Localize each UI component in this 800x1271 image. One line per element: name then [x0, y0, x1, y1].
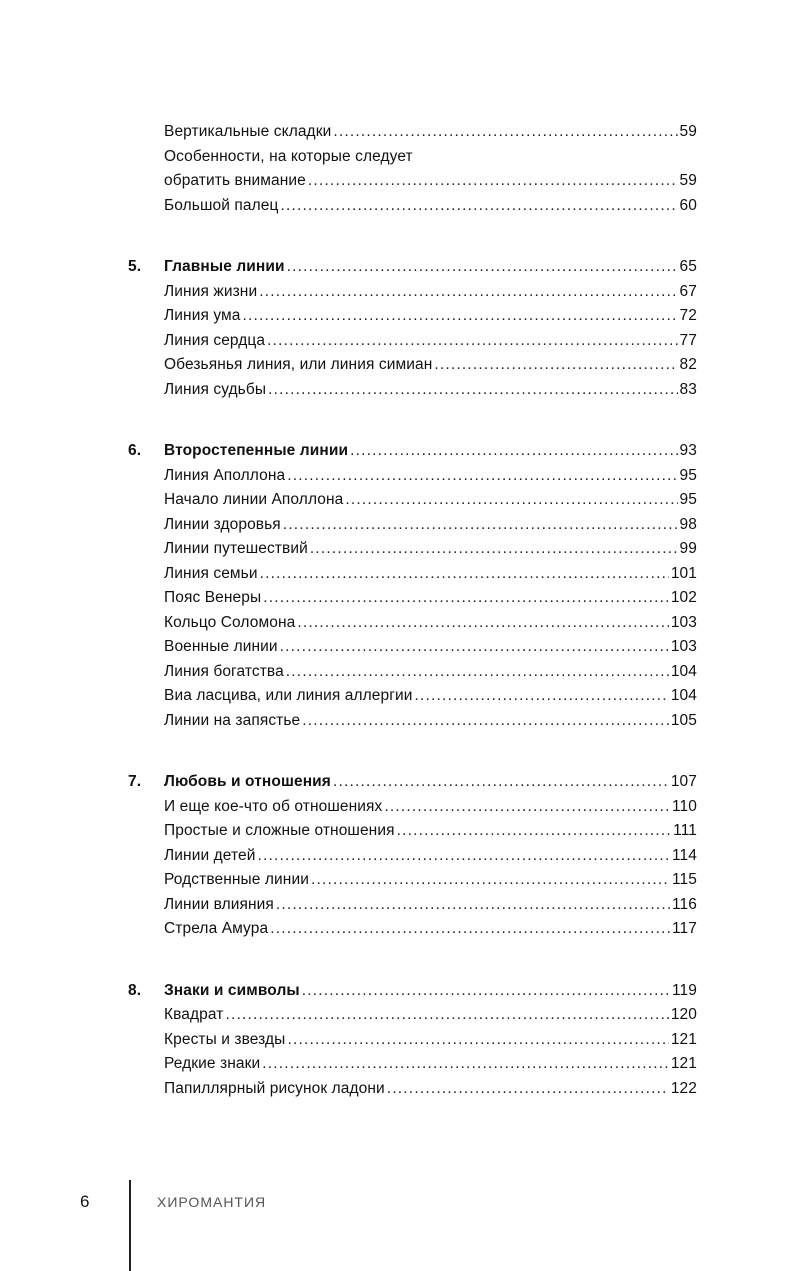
- toc-entry-title: Линия ума: [164, 307, 241, 324]
- toc-entry: [128, 488, 697, 513]
- chapter-page: 107: [670, 773, 697, 790]
- toc-entry-page: 121: [670, 1030, 697, 1048]
- toc-entry-page: 60: [679, 196, 697, 214]
- dot-leader: [311, 868, 670, 893]
- toc-entry-page: 101: [670, 564, 697, 582]
- toc-entry-title: обратить внимание: [164, 172, 306, 189]
- section-gap: [128, 733, 697, 770]
- chapter-number: 7.: [128, 773, 142, 790]
- toc-entry-title: Большой палец: [164, 196, 279, 214]
- dot-leader: [268, 378, 677, 403]
- dot-leader: [257, 844, 670, 869]
- toc-entry-page: 67: [679, 282, 697, 300]
- dot-leader: [333, 120, 677, 145]
- toc-entry: [128, 709, 697, 734]
- toc-entry-page: 104: [670, 662, 697, 680]
- toc-entry-page: 82: [679, 356, 697, 373]
- dot-leader: [434, 353, 677, 378]
- toc-entry: [128, 635, 697, 660]
- dot-leader: [267, 329, 677, 354]
- toc-entry-title: Особенности, на которые следует: [164, 147, 413, 165]
- chapter-number: 5.: [128, 258, 142, 275]
- toc-entry-page: 59: [679, 172, 697, 189]
- toc-entry-title: Линия судьбы: [164, 380, 267, 398]
- toc-entry: [128, 1028, 697, 1053]
- toc-entry: [128, 537, 697, 562]
- toc-entry-title: Квадрат: [164, 1006, 224, 1023]
- toc-entry-page: 120: [670, 1006, 697, 1023]
- toc-entry-title: Кольцо Соломона: [164, 613, 296, 631]
- toc-entry-title: Обезьянья линия, или линия симиан: [164, 356, 433, 373]
- toc-chapter: [128, 255, 697, 280]
- dot-leader: [333, 770, 669, 795]
- toc-entry: [128, 660, 697, 685]
- page-number: 6: [80, 1192, 90, 1211]
- chapter-page: 93: [679, 442, 697, 459]
- dot-leader: [260, 562, 669, 587]
- toc-entry-page: 114: [671, 846, 697, 864]
- section-gap: [128, 942, 697, 979]
- toc-chapter: [128, 439, 697, 464]
- toc-entry-title: Линия сердца: [164, 331, 266, 349]
- dot-leader: [280, 194, 677, 219]
- dot-leader: [280, 635, 669, 660]
- dot-leader: [262, 1052, 669, 1077]
- toc-entry-title: Пояс Венеры: [164, 589, 262, 606]
- toc-entry-page: 110: [671, 797, 697, 815]
- toc-entry-page: 77: [679, 331, 697, 349]
- toc-entry: [128, 917, 697, 942]
- chapter-title: Второстепенные линии: [164, 442, 349, 459]
- dot-leader: [283, 513, 678, 538]
- dot-leader: [287, 255, 678, 280]
- toc-entry: [128, 795, 697, 820]
- toc-entry-title: Линия жизни: [164, 282, 258, 300]
- toc-chapter: [128, 770, 697, 795]
- dot-leader: [297, 611, 669, 636]
- toc-entry-title: Линии здоровья: [164, 515, 281, 533]
- toc-entry: [128, 1052, 697, 1077]
- toc-entry-title: Стрела Амура: [164, 920, 269, 937]
- dot-leader: [286, 660, 669, 685]
- toc-entry-title: Линии на запястье: [164, 711, 301, 729]
- toc-chapter: [128, 979, 697, 1004]
- toc-entry-title: Виа ласцива, или линия аллергии: [164, 687, 413, 704]
- toc-entry-page: 115: [671, 871, 697, 888]
- toc-entry: [128, 684, 697, 709]
- toc-entry: [128, 304, 697, 329]
- chapter-title: Любовь и отношения: [164, 773, 331, 790]
- dot-leader: [276, 893, 670, 918]
- toc-entry-page: 103: [670, 638, 697, 655]
- section-gap: [128, 218, 697, 255]
- toc-entry-title: Линии детей: [164, 846, 256, 864]
- toc-entry-page: 121: [670, 1055, 697, 1072]
- toc-entry-page: 104: [670, 687, 697, 704]
- dot-leader: [384, 795, 670, 820]
- toc-entry: [128, 611, 697, 636]
- dot-leader: [302, 979, 670, 1004]
- toc-entry-title: Линия Аполлона: [164, 466, 286, 484]
- chapter-page: 119: [671, 981, 697, 999]
- section-gap: [128, 402, 697, 439]
- toc-entry-page: 111: [673, 822, 697, 839]
- toc-entry-page: 103: [670, 613, 697, 631]
- toc-entry-title: Кресты и звезды: [164, 1030, 286, 1048]
- dot-leader: [259, 280, 677, 305]
- toc-entry: [128, 169, 697, 194]
- toc-entry-page: 122: [670, 1079, 697, 1097]
- chapter-title: Знаки и символы: [164, 981, 300, 999]
- dot-leader: [345, 488, 677, 513]
- toc-entry: [128, 464, 697, 489]
- dot-leader: [387, 1077, 669, 1102]
- toc-entry-title: Простые и сложные отношения: [164, 822, 395, 839]
- running-title: ХИРОМАНТИЯ: [157, 1194, 267, 1210]
- toc-entry-page: 59: [679, 123, 697, 140]
- dot-leader: [308, 169, 678, 194]
- toc-entry-title: Родственные линии: [164, 871, 309, 888]
- toc-entry: [128, 145, 697, 170]
- toc-entry: [128, 329, 697, 354]
- toc-entry: [128, 586, 697, 611]
- dot-leader: [270, 917, 670, 942]
- toc-entry: [128, 513, 697, 538]
- page-footer: [0, 1180, 800, 1271]
- toc-entry: [128, 1077, 697, 1102]
- footer-divider: [129, 1180, 131, 1271]
- toc-entry-title: Линия богатства: [164, 662, 284, 680]
- dot-leader: [310, 537, 678, 562]
- toc-entry-page: 72: [679, 307, 697, 324]
- toc-entry: [128, 194, 697, 219]
- toc-entry-title: Начало линии Аполлона: [164, 491, 344, 508]
- toc-entry-page: 116: [671, 895, 697, 913]
- toc-entry-page: 83: [679, 380, 697, 398]
- toc-entry-title: Линии влияния: [164, 895, 274, 913]
- dot-leader: [263, 586, 669, 611]
- toc-entry-title: Военные линии: [164, 638, 278, 655]
- dot-leader: [302, 709, 669, 734]
- chapter-page: 65: [679, 258, 697, 275]
- toc-entry: [128, 819, 697, 844]
- toc-entry-page: 102: [670, 589, 697, 606]
- chapter-number: 6.: [128, 442, 142, 459]
- chapter-title: Главные линии: [164, 258, 285, 275]
- dot-leader: [225, 1003, 668, 1028]
- toc-entry: [128, 378, 697, 403]
- toc-entry: [128, 893, 697, 918]
- toc-entry: [128, 868, 697, 893]
- toc-entry: [128, 120, 697, 145]
- toc-entry-title: Линии путешествий: [164, 540, 308, 557]
- toc-entry-title: Папиллярный рисунок ладони: [164, 1079, 385, 1097]
- chapter-number: 8.: [128, 981, 142, 999]
- dot-leader: [414, 684, 668, 709]
- toc-entry-page: 98: [679, 515, 697, 533]
- toc-entry-page: 117: [671, 920, 697, 937]
- toc-entry: [128, 844, 697, 869]
- toc-entry: [128, 280, 697, 305]
- toc-entry: [128, 1003, 697, 1028]
- toc-entry-page: 99: [679, 540, 697, 557]
- dot-leader: [243, 304, 678, 329]
- toc-entry-title: Вертикальные складки: [164, 123, 332, 140]
- toc-entry: [128, 562, 697, 587]
- dot-leader: [287, 1028, 668, 1053]
- toc-entry-page: 95: [679, 491, 697, 508]
- dot-leader: [287, 464, 677, 489]
- toc-entry-title: И еще кое-что об отношениях: [164, 797, 383, 815]
- table-of-contents: [128, 120, 697, 1101]
- toc-entry: [128, 353, 697, 378]
- dot-leader: [350, 439, 677, 464]
- toc-entry-page: 105: [670, 711, 697, 729]
- toc-entry-page: 95: [679, 466, 697, 484]
- dot-leader: [397, 819, 672, 844]
- toc-entry-title: Линия семьи: [164, 564, 258, 582]
- toc-entry-title: Редкие знаки: [164, 1055, 261, 1072]
